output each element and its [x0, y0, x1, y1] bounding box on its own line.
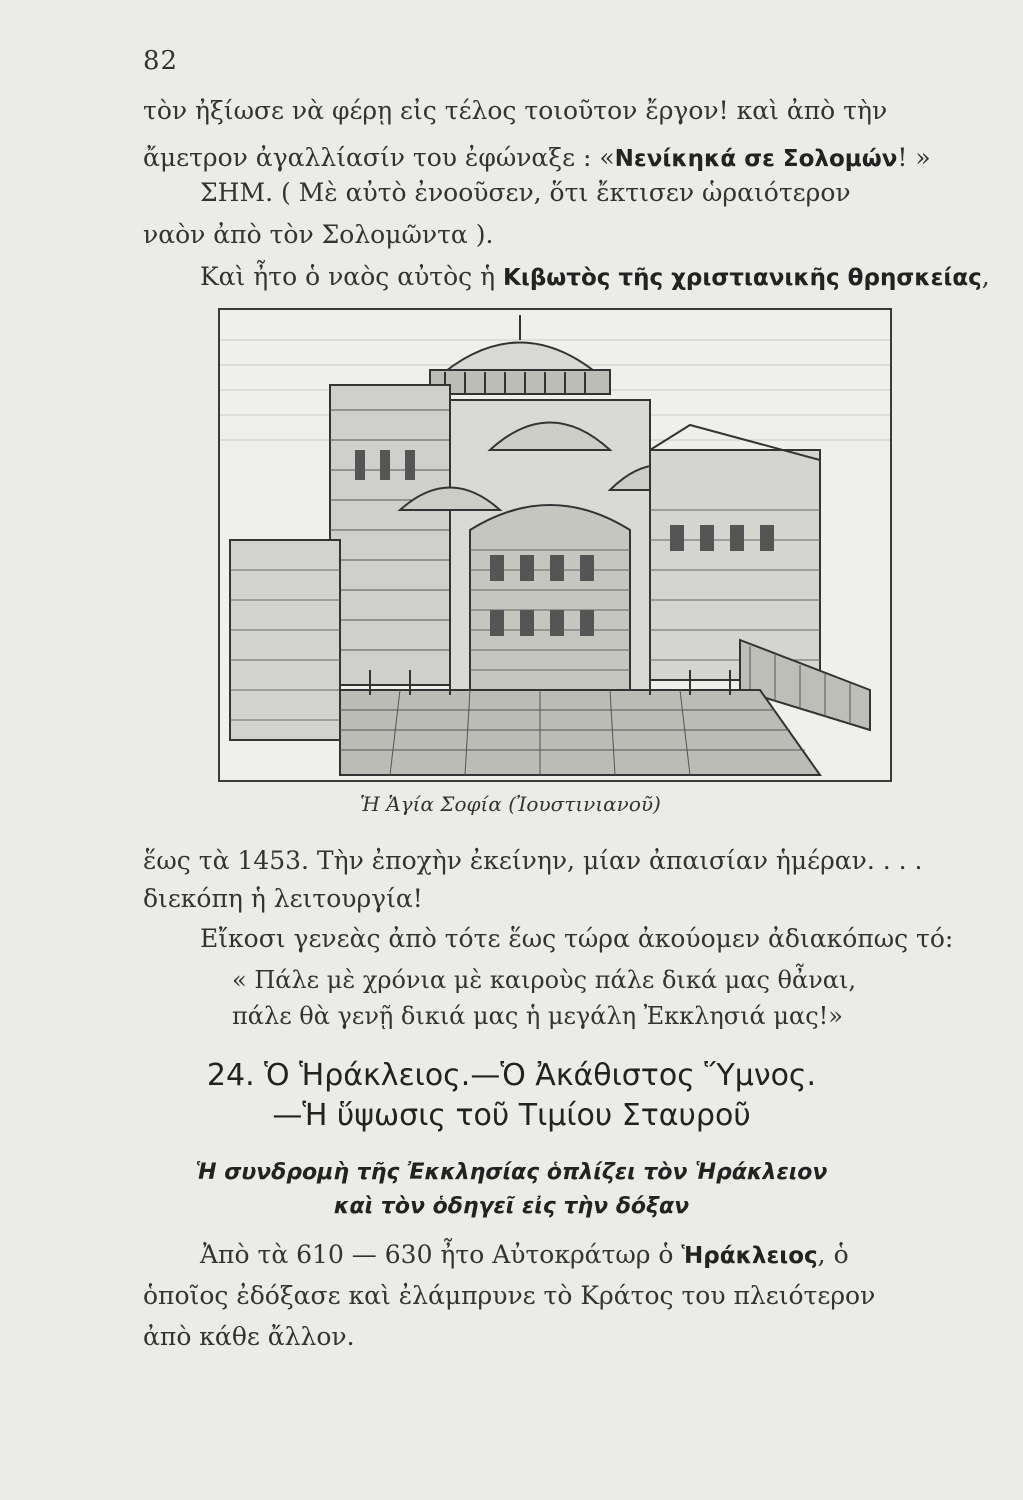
text: διεκόπη ἡ λειτουργία! — [143, 884, 423, 913]
text: ! » — [897, 143, 931, 172]
text: ἄμετρον ἀγαλλίασίν του ἐφώναξε : « — [143, 143, 615, 172]
chapter-subtitle: Ἡ συνδρομὴ τῆς Ἐκκλησίας ὁπλίζει τὸν Ἡράκλειον — [195, 1160, 828, 1185]
text: ὁποῖος ἐδόξασε καὶ ἐλάμπρυνε τὸ Κράτος του πλειότερον — [143, 1281, 876, 1310]
page-number: 82 — [143, 46, 179, 76]
figure-engraving — [218, 308, 892, 782]
paragraph-line — [143, 96, 887, 125]
hagia-sophia-icon — [220, 310, 890, 780]
paragraph-line — [143, 1281, 875, 1310]
note-text: ΣΗΜ. ( Μὲ αὐτὸ ἐνοοῦσεν, ὅτι ἔκτισεν ὡραιότερον — [200, 178, 851, 207]
emphasized-name: Ἡράκλειος — [681, 1243, 818, 1269]
emphasized-quote: Νενίκηκά σε Σολομών — [614, 146, 898, 172]
note-text: ναὸν ἀπὸ τὸν Σολομῶντα ). — [143, 220, 494, 249]
text: Ἀπὸ τὰ 610 — 630 ἦτο Αὐτοκράτωρ ὁ — [200, 1240, 682, 1269]
text: Εἴκοσι γενεὰς ἀπὸ τότε ἕως τώρα ἀκούομεν ἀδιακόπως τό: — [200, 924, 954, 953]
chapter-title: —Ἡ ὕψωσις τοῦ Τιμίου Σταυροῦ — [272, 1098, 751, 1133]
note-line — [143, 220, 493, 249]
quote-line: πάλε θὰ γενῇ δικιά μας ἡ μεγάλη Ἐκκλησιά μας!» — [232, 1002, 843, 1030]
paragraph-line — [143, 846, 923, 875]
quote-line: « Πάλε μὲ χρόνια μὲ καιροὺς πάλε δικά μας θἆναι, — [232, 966, 857, 994]
paragraph-line — [143, 884, 423, 913]
text: , ὁ — [817, 1240, 849, 1269]
chapter-title: 24. Ὁ Ἡράκλειος.—Ὁ Ἀκάθιστος Ὕμνος. — [206, 1058, 817, 1093]
paragraph-line — [143, 143, 931, 172]
text: ἕως τὰ 1453. Τὴν ἐποχὴν ἐκείνην, μίαν ἀπαισίαν ἡμέραν. . . . — [143, 846, 923, 875]
paragraph-line — [200, 924, 953, 953]
paragraph-line — [200, 262, 990, 291]
text: τὸν ἠξίωσε νὰ φέρῃ εἰς τέλος τοιοῦτον ἔργον! καὶ ἀπὸ τὴν — [143, 96, 888, 125]
note-line — [200, 178, 851, 207]
paragraph-line — [200, 1240, 849, 1269]
text: , — [981, 262, 990, 291]
text: Καὶ ἦτο ὁ ναὸς αὐτὸς ἡ — [200, 262, 504, 291]
text: ἀπὸ κάθε ἄλλον. — [143, 1322, 355, 1351]
emphasized-phrase: Κιβωτὸς τῆς χριστιανικῆς θρησκείας — [503, 265, 982, 291]
chapter-subtitle: καὶ τὸν ὁδηγεῖ εἰς τὴν δόξαν — [333, 1194, 690, 1219]
figure-caption: Ἡ Ἁγία Σοφία (Ἰουστινιανοῦ) — [360, 792, 661, 816]
paragraph-line — [143, 1322, 355, 1351]
